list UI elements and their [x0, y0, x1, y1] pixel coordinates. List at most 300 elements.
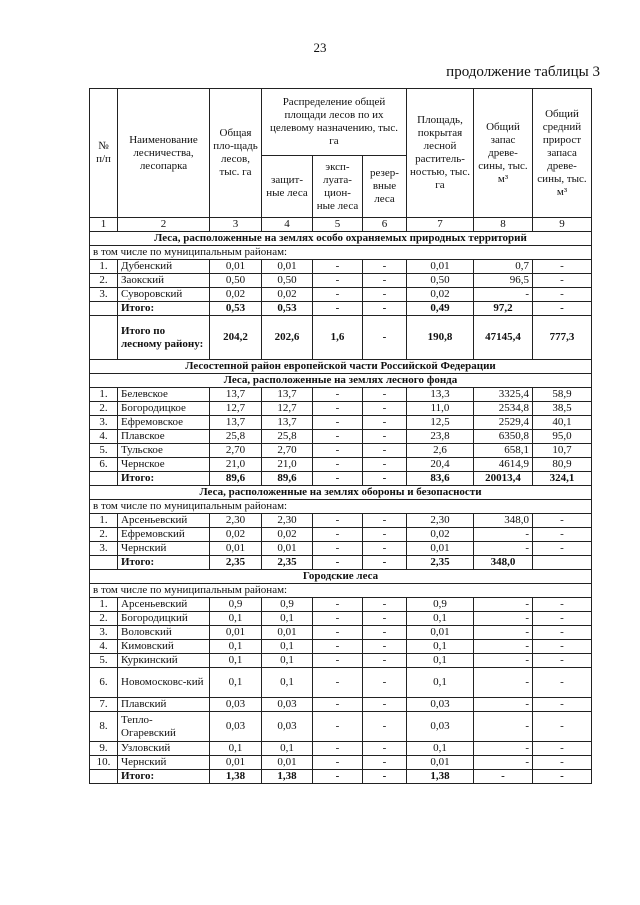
- row-value: 0,1: [210, 612, 262, 626]
- row-value: 2,30: [262, 514, 313, 528]
- row-value: -: [313, 756, 363, 770]
- row-value: -: [313, 388, 363, 402]
- row-value: 202,6: [262, 316, 313, 360]
- table-row: [90, 698, 592, 712]
- row-value: 0,02: [407, 528, 474, 542]
- row-name: Ефремовское: [118, 416, 210, 430]
- row-value: 1,38: [262, 770, 313, 784]
- row-value: -: [533, 668, 592, 698]
- row-value: 20013,4: [474, 472, 533, 486]
- header-forested-area: Площадь, покрытая лесной раститель-ностью, тыс. га: [407, 89, 474, 218]
- row-value: -: [313, 626, 363, 640]
- row-name: Плавское: [118, 430, 210, 444]
- section-note-row: [90, 584, 592, 598]
- row-value: -: [474, 288, 533, 302]
- table-row: [90, 388, 592, 402]
- row-value: -: [533, 274, 592, 288]
- row-name: Белевское: [118, 388, 210, 402]
- row-value: -: [474, 698, 533, 712]
- table-row: [90, 640, 592, 654]
- row-value: -: [533, 302, 592, 316]
- row-value: 0,1: [210, 640, 262, 654]
- row-value: 348,0: [474, 556, 533, 570]
- row-value: 324,1: [533, 472, 592, 486]
- header-distribution: Распределение общей площади лесов по их целевому назначению, тыс. га: [262, 89, 407, 156]
- row-number: 1.: [90, 514, 118, 528]
- row-name: Богородицкий: [118, 612, 210, 626]
- row-number: 3.: [90, 288, 118, 302]
- row-value: 348,0: [474, 514, 533, 528]
- row-value: 13,7: [262, 416, 313, 430]
- row-name: Суворовский: [118, 288, 210, 302]
- row-value: 95,0: [533, 430, 592, 444]
- row-number: 6.: [90, 458, 118, 472]
- row-number: [90, 556, 118, 570]
- row-number: [90, 472, 118, 486]
- row-value: 0,50: [262, 274, 313, 288]
- row-number: 1.: [90, 388, 118, 402]
- row-value: 2529,4: [474, 416, 533, 430]
- row-value: -: [313, 742, 363, 756]
- row-value: -: [533, 712, 592, 742]
- row-value: -: [533, 756, 592, 770]
- row-value: -: [363, 612, 407, 626]
- table-row: [90, 444, 592, 458]
- row-value: 0,03: [262, 712, 313, 742]
- table-row: [90, 654, 592, 668]
- row-number: 7.: [90, 698, 118, 712]
- row-value: -: [313, 514, 363, 528]
- section-title-row: [90, 570, 592, 584]
- row-number: 6.: [90, 668, 118, 698]
- row-value: 0,03: [210, 698, 262, 712]
- table-row: [90, 712, 592, 742]
- row-value: -: [533, 698, 592, 712]
- section-title: Лесостепной район европейской части Российской Федерации: [90, 360, 592, 374]
- row-value: -: [363, 458, 407, 472]
- table-row: [90, 458, 592, 472]
- row-value: -: [363, 598, 407, 612]
- row-value: -: [363, 430, 407, 444]
- row-value: -: [313, 528, 363, 542]
- column-number: 7: [407, 218, 474, 232]
- row-value: 0,1: [210, 742, 262, 756]
- section-title: Леса, расположенные на землях особо охраняемых природных территорий: [90, 232, 592, 246]
- row-value: 204,2: [210, 316, 262, 360]
- row-value: -: [313, 472, 363, 486]
- row-value: -: [363, 402, 407, 416]
- row-value: -: [363, 274, 407, 288]
- table-row: [90, 260, 592, 274]
- row-value: -: [313, 430, 363, 444]
- row-value: -: [313, 260, 363, 274]
- row-value: -: [313, 416, 363, 430]
- row-number: 2.: [90, 528, 118, 542]
- row-name: Кимовский: [118, 640, 210, 654]
- row-value: 0,1: [407, 654, 474, 668]
- column-number: 4: [262, 218, 313, 232]
- row-value: 13,7: [210, 388, 262, 402]
- row-value: -: [313, 458, 363, 472]
- row-name: Арсеньевский: [118, 598, 210, 612]
- column-number: 1: [90, 218, 118, 232]
- row-name: Тепло-Огаревский: [118, 712, 210, 742]
- row-value: 12,7: [262, 402, 313, 416]
- row-value: 0,50: [407, 274, 474, 288]
- row-number: [90, 302, 118, 316]
- row-value: 0,01: [262, 260, 313, 274]
- table-row: [90, 668, 592, 698]
- row-value: -: [474, 756, 533, 770]
- header-exploitation: эксп-луата-цион-ные леса: [313, 156, 363, 218]
- table-row: [90, 402, 592, 416]
- row-value: -: [313, 598, 363, 612]
- row-value: 0,03: [407, 712, 474, 742]
- column-number: 9: [533, 218, 592, 232]
- row-value: 2,30: [210, 514, 262, 528]
- row-value: -: [474, 712, 533, 742]
- row-value: -: [313, 770, 363, 784]
- row-number: 5.: [90, 654, 118, 668]
- row-value: 13,7: [262, 388, 313, 402]
- row-value: -: [474, 770, 533, 784]
- table-row: [90, 514, 592, 528]
- row-value: -: [474, 528, 533, 542]
- row-value: 58,9: [533, 388, 592, 402]
- row-value: -: [474, 742, 533, 756]
- row-name: Новомосковс-кий: [118, 668, 210, 698]
- row-value: 2,70: [262, 444, 313, 458]
- row-value: 12,5: [407, 416, 474, 430]
- row-value: 10,7: [533, 444, 592, 458]
- row-value: -: [313, 654, 363, 668]
- row-value: 0,01: [210, 626, 262, 640]
- row-number: 1.: [90, 260, 118, 274]
- row-value: 25,8: [210, 430, 262, 444]
- row-value: -: [363, 528, 407, 542]
- row-value: 2,30: [407, 514, 474, 528]
- row-value: -: [363, 712, 407, 742]
- row-value: -: [533, 742, 592, 756]
- row-value: 6350,8: [474, 430, 533, 444]
- row-value: -: [363, 514, 407, 528]
- row-name: Ефремовский: [118, 528, 210, 542]
- row-value: 0,9: [262, 598, 313, 612]
- region-title-row: [90, 360, 592, 374]
- row-value: 11,0: [407, 402, 474, 416]
- row-value: 0,02: [262, 288, 313, 302]
- row-value: 0,03: [262, 698, 313, 712]
- table-row: [90, 542, 592, 556]
- row-value: 0,01: [210, 542, 262, 556]
- row-value: -: [363, 640, 407, 654]
- table-row: [90, 598, 592, 612]
- column-number: 5: [313, 218, 363, 232]
- row-name: Узловский: [118, 742, 210, 756]
- row-value: -: [313, 698, 363, 712]
- table-row: [90, 756, 592, 770]
- row-value: -: [313, 444, 363, 458]
- row-name: Чернский: [118, 756, 210, 770]
- section-note: в том числе по муниципальным районам:: [90, 246, 592, 260]
- row-value: 0,53: [210, 302, 262, 316]
- total-row: [90, 770, 592, 784]
- row-value: 0,02: [210, 528, 262, 542]
- section-title: Леса, расположенные на землях обороны и безопасности: [90, 486, 592, 500]
- row-value: 1,38: [407, 770, 474, 784]
- table-row: [90, 626, 592, 640]
- row-value: 21,0: [262, 458, 313, 472]
- row-value: 97,2: [474, 302, 533, 316]
- section-title-row: [90, 232, 592, 246]
- row-value: -: [533, 612, 592, 626]
- row-value: 0,49: [407, 302, 474, 316]
- row-value: 0,1: [210, 668, 262, 698]
- row-value: -: [533, 626, 592, 640]
- row-value: 1,38: [210, 770, 262, 784]
- row-name: Воловский: [118, 626, 210, 640]
- table-row: [90, 274, 592, 288]
- row-value: 0,01: [407, 756, 474, 770]
- row-value: -: [474, 626, 533, 640]
- row-value: 89,6: [262, 472, 313, 486]
- row-value: -: [533, 514, 592, 528]
- row-name: Дубенский: [118, 260, 210, 274]
- row-value: 96,5: [474, 274, 533, 288]
- row-value: -: [363, 260, 407, 274]
- row-value: 0,03: [210, 712, 262, 742]
- header-increment: Общий средний прирост запаса древе-сины, тыс. м³: [533, 89, 592, 218]
- row-value: -: [363, 756, 407, 770]
- row-value: 0,01: [210, 756, 262, 770]
- row-value: 0,53: [262, 302, 313, 316]
- row-value: 13,7: [210, 416, 262, 430]
- row-value: 20,4: [407, 458, 474, 472]
- row-value: -: [474, 668, 533, 698]
- row-value: -: [313, 668, 363, 698]
- header-protective: защит-ные леса: [262, 156, 313, 218]
- row-value: -: [363, 742, 407, 756]
- row-value: 3325,4: [474, 388, 533, 402]
- row-value: 0,02: [262, 528, 313, 542]
- forest-table: [89, 88, 592, 784]
- column-number: 2: [118, 218, 210, 232]
- row-value: -: [363, 472, 407, 486]
- row-value: 0,01: [262, 626, 313, 640]
- row-value: -: [474, 598, 533, 612]
- row-number: 8.: [90, 712, 118, 742]
- row-value: -: [363, 626, 407, 640]
- row-name: Плавский: [118, 698, 210, 712]
- total-row: [90, 472, 592, 486]
- row-value: -: [313, 402, 363, 416]
- row-value: -: [363, 698, 407, 712]
- row-value: 0,01: [407, 542, 474, 556]
- row-value: 0,1: [262, 742, 313, 756]
- row-value: 25,8: [262, 430, 313, 444]
- row-value: -: [533, 288, 592, 302]
- row-value: 0,1: [407, 668, 474, 698]
- table-row: [90, 416, 592, 430]
- row-value: 0,1: [262, 654, 313, 668]
- row-value: 658,1: [474, 444, 533, 458]
- header-name: Наименование лесничества, лесопарка: [118, 89, 210, 218]
- column-number: 8: [474, 218, 533, 232]
- row-value: -: [533, 542, 592, 556]
- section-note: в том числе по муниципальным районам:: [90, 584, 592, 598]
- row-value: 89,6: [210, 472, 262, 486]
- row-value: -: [474, 654, 533, 668]
- column-numbers-row: [90, 218, 592, 232]
- row-name: Арсеньевский: [118, 514, 210, 528]
- row-value: -: [313, 556, 363, 570]
- row-value: -: [313, 712, 363, 742]
- row-value: 13,3: [407, 388, 474, 402]
- header-total-area: Общая пло-щадь лесов, тыс. га: [210, 89, 262, 218]
- row-value: -: [363, 556, 407, 570]
- continuation-label: продолжение таблицы 3: [446, 64, 600, 80]
- row-value: 4614,9: [474, 458, 533, 472]
- row-value: -: [363, 444, 407, 458]
- row-value: -: [313, 612, 363, 626]
- row-number: 1.: [90, 598, 118, 612]
- row-value: 40,1: [533, 416, 592, 430]
- row-name: Итого по лесному району:: [118, 316, 210, 360]
- row-value: 0,1: [407, 640, 474, 654]
- row-value: 0,1: [210, 654, 262, 668]
- row-value: 2,35: [210, 556, 262, 570]
- row-value: 21,0: [210, 458, 262, 472]
- table-row: [90, 430, 592, 444]
- row-value: -: [363, 542, 407, 556]
- table-row: [90, 742, 592, 756]
- row-value: -: [533, 528, 592, 542]
- row-value: -: [363, 654, 407, 668]
- table-row: [90, 612, 592, 626]
- row-value: -: [313, 288, 363, 302]
- row-value: 2,70: [210, 444, 262, 458]
- row-number: [90, 316, 118, 360]
- row-value: -: [533, 598, 592, 612]
- row-number: 3.: [90, 626, 118, 640]
- column-number: 3: [210, 218, 262, 232]
- row-value: 0,1: [262, 668, 313, 698]
- section-note-row: [90, 500, 592, 514]
- row-value: 12,7: [210, 402, 262, 416]
- row-name: Чернское: [118, 458, 210, 472]
- section-note: в том числе по муниципальным районам:: [90, 500, 592, 514]
- row-name: Куркинский: [118, 654, 210, 668]
- row-value: 2,6: [407, 444, 474, 458]
- row-value: -: [313, 640, 363, 654]
- section-title-row: [90, 374, 592, 388]
- section-note-row: [90, 246, 592, 260]
- row-value: 0,9: [407, 598, 474, 612]
- row-value: 0,01: [210, 260, 262, 274]
- table-row: [90, 288, 592, 302]
- row-value: 80,9: [533, 458, 592, 472]
- row-value: 23,8: [407, 430, 474, 444]
- row-number: 2.: [90, 402, 118, 416]
- row-name: Чернский: [118, 542, 210, 556]
- row-value: 0,1: [407, 612, 474, 626]
- column-number: 6: [363, 218, 407, 232]
- row-value: 2,35: [407, 556, 474, 570]
- row-value: -: [363, 316, 407, 360]
- row-value: -: [474, 612, 533, 626]
- row-value: -: [474, 542, 533, 556]
- total-row: [90, 556, 592, 570]
- row-value: [533, 556, 592, 570]
- row-value: -: [363, 770, 407, 784]
- row-value: -: [363, 388, 407, 402]
- row-value: -: [533, 654, 592, 668]
- section-title-row: [90, 486, 592, 500]
- row-value: -: [313, 302, 363, 316]
- row-name: Тульское: [118, 444, 210, 458]
- row-name: Итого:: [118, 302, 210, 316]
- row-number: [90, 770, 118, 784]
- row-value: -: [533, 640, 592, 654]
- row-name: Заокский: [118, 274, 210, 288]
- row-value: -: [363, 302, 407, 316]
- section-title: Городские леса: [90, 570, 592, 584]
- row-value: 0,03: [407, 698, 474, 712]
- row-number: 4.: [90, 430, 118, 444]
- row-value: 0,7: [474, 260, 533, 274]
- row-number: 3.: [90, 416, 118, 430]
- row-value: 38,5: [533, 402, 592, 416]
- row-value: 0,02: [210, 288, 262, 302]
- page-number: 23: [313, 40, 327, 55]
- total-row: [90, 302, 592, 316]
- header-reserve: резер-вные леса: [363, 156, 407, 218]
- row-name: Богородицкое: [118, 402, 210, 416]
- row-value: 2534,8: [474, 402, 533, 416]
- row-number: 4.: [90, 640, 118, 654]
- row-value: -: [474, 640, 533, 654]
- row-number: 2.: [90, 612, 118, 626]
- header-stock: Общий запас древе-сины, тыс. м³: [474, 89, 533, 218]
- row-number: 5.: [90, 444, 118, 458]
- row-value: 0,9: [210, 598, 262, 612]
- row-value: -: [363, 416, 407, 430]
- row-value: 0,50: [210, 274, 262, 288]
- row-number: 3.: [90, 542, 118, 556]
- row-value: -: [533, 260, 592, 274]
- row-name: Итого:: [118, 472, 210, 486]
- row-value: 83,6: [407, 472, 474, 486]
- row-value: -: [533, 770, 592, 784]
- section-title: Леса, расположенные на землях лесного фонда: [90, 374, 592, 388]
- row-value: 0,01: [262, 542, 313, 556]
- row-value: 0,1: [407, 742, 474, 756]
- row-value: -: [313, 542, 363, 556]
- row-value: -: [313, 274, 363, 288]
- row-value: 190,8: [407, 316, 474, 360]
- row-value: 0,01: [407, 626, 474, 640]
- row-value: 777,3: [533, 316, 592, 360]
- row-value: 47145,4: [474, 316, 533, 360]
- row-value: 0,1: [262, 612, 313, 626]
- row-number: 2.: [90, 274, 118, 288]
- row-value: -: [363, 668, 407, 698]
- row-value: 0,01: [262, 756, 313, 770]
- row-value: 2,35: [262, 556, 313, 570]
- header-num: № п/п: [90, 89, 118, 218]
- row-name: Итого:: [118, 770, 210, 784]
- row-number: 10.: [90, 756, 118, 770]
